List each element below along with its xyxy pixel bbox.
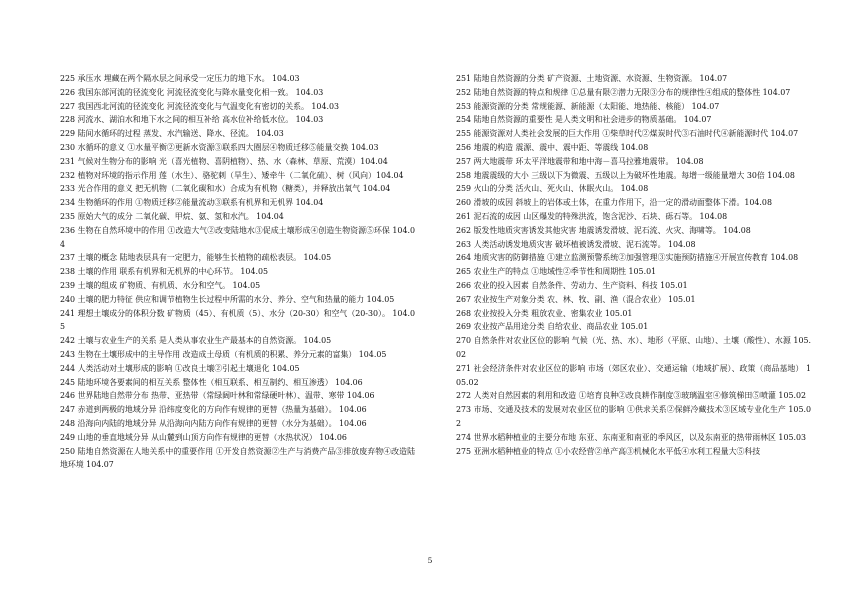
- term-entry: 249 山地的垂直地域分异 从山麓到山顶方向作有规律的更替（水热状况） 104.06: [60, 432, 347, 442]
- term-entry: 227 我国西北河流的径流变化 河流径流变化与气温变化有密切的关系。 104.03: [60, 101, 340, 111]
- term-entry: 238 土壤的作用 联系有机界和无机界的中心环节。 104.05: [60, 267, 269, 277]
- term-entry: 267 农业按生产对象分类 农、林、牧、副、渔（混合农业） 105.01: [456, 294, 696, 304]
- term-entry: 251 陆地自然资源的分类 矿产资源、土地资源、水资源、生物资源。 104.07: [456, 74, 728, 83]
- left-column: [60, 72, 415, 472]
- term-entry: 241 理想土壤成分的体积分数 矿物质（45）、有机质（5）、水分（20-30）和空气（20-30）。 104.05: [60, 308, 415, 332]
- term-entry: 269 农业按产品用途分类 自给农业、商品农业 105.01: [456, 322, 649, 332]
- term-entry: 250 陆地自然资源在人地关系中的重要作用 ①开发自然资源②生产与消费产品③排放废弃物④改造陆地环境 104.07: [60, 446, 415, 470]
- term-entry: 232 植物对环境的指示作用 莲（水生）、骆驼刺（旱生）、矮牵牛（二氧化硫）、树（风向）104.04: [60, 170, 404, 180]
- term-entry: 248 沿海向内陆的地域分异 从沿海向内陆方向作有规律的更替（水分为基础）。 104.06: [60, 418, 367, 428]
- term-entry: 246 世界陆地自然带分布 热带、亚热带（常绿阔叶林和常绿硬叶林）、温带、寒带 104.06: [60, 391, 375, 401]
- term-entry: 247 赤道到两极的地域分异 沿纬度变化的方向作有规律的更替（热量为基础）。 104.06: [60, 405, 367, 415]
- term-entry: 272 人类对自然因素的利用和改造 ①培育良种②改良耕作制度③玻璃温室④修筑梯田⑤喷灌 105.02: [456, 391, 807, 401]
- term-entry: 245 陆地环境各要素间的相互关系 整体性（相互联系、相互制约、相互渗透） 104.06: [60, 377, 363, 387]
- term-entry: 231 气候对生物分布的影响 光（喜光植物、喜阴植物）、热、水（森林、草原、荒漠）104.04: [60, 156, 388, 166]
- term-entry: 262 版发性地质灾害诱发其他灾害 地震诱发滑坡、泥石流、火灾、海啸等。 104.08: [456, 225, 751, 235]
- term-entry: 236 生物在自然环境中的作用 ①改造大气②改变陆地水③促成土壤形成④创造生物资源⑤环保 104.04: [60, 225, 415, 249]
- term-entry: 233 光合作用的意义 把无机物（二氧化碳和水）合成为有机物（糖类），并释放出氧气 104.04: [60, 184, 391, 194]
- term-entry: 274 世界水稻种植业的主要分布地 东亚、东南亚和南亚的季风区，以及东南亚的热带雨林区 105.03: [456, 432, 807, 442]
- term-entry: 258 地震震级的大小 三级以下为微震、五级以上为破坏性地震。每增一级能量增大 30倍 104.08: [456, 170, 795, 180]
- term-entry: 266 农业的投入因素 自然条件、劳动力、生产资料、科技 105.01: [456, 280, 688, 290]
- term-entry: 237 土壤的概念 陆地表层具有一定肥力，能够生长植物的疏松表层。 104.05: [60, 253, 332, 263]
- term-entry: 243 生物在土壤形成中的主导作用 改造成土母质（有机质的积累、养分元素的富集） 104.05: [60, 349, 387, 359]
- term-entry: 244 人类活动对土壤形成的影响 ①改良土壤②引起土壤退化 104.05: [60, 363, 300, 373]
- term-entry: 264 地质灾害的防御措施 ①建立监测预警系统②加强管理③实施预防措施④开展宣传教育 104.08: [456, 253, 799, 263]
- term-entry: 259 火山的分类 活火山、死火山、休眠火山。 104.08: [456, 184, 649, 194]
- term-entry: 261 泥石流的成因 山区爆发的特殊洪流，饱含泥沙、石块、砾石等。 104.08: [456, 211, 728, 221]
- term-entry: 275 亚洲水稻种植业的特点 ①小农经营②单产高③机械化水平低④水利工程量大⑤科技: [456, 446, 761, 456]
- page-number: 5: [427, 556, 433, 565]
- term-entry: 256 地震的构造 震源、震中、震中距、等震线 104.08: [456, 142, 649, 152]
- term-entry: 263 人类活动诱发地质灾害 破坏植被诱发滑坡、泥石流等。 104.08: [456, 239, 696, 249]
- term-entry: 229 陆间水循环的过程 蒸发、水汽输送、降水、径流。 104.03: [60, 129, 284, 139]
- term-entry: 265 农业生产的特点 ①地域性②季节性和周期性 105.01: [456, 267, 657, 277]
- term-entry: 225 承压水 埋藏在两个隔水层之间承受一定压力的地下水。 104.03: [60, 74, 300, 83]
- term-entry: 270 自然条件对农业区位的影响 气候（光、热、水）、地形（平原、山地）、土壤（酸性）、水源 105.02: [456, 336, 811, 359]
- term-entry: 228 河流水、湖泊水和地下水之间的相互补给 高水位补给低水位。 104.03: [60, 115, 324, 125]
- term-entry: 235 原始大气的成分 二氧化碳、甲烷、氨、氢和水汽。 104.04: [60, 211, 284, 221]
- term-entry: 257 两大地震带 环太平洋地震带和地中海－喜马拉雅地震带。 104.08: [456, 156, 704, 166]
- term-entry: 255 能源资源对人类社会发展的巨大作用 ①柴草时代②煤炭时代③石油时代④新能源时代 104.07: [456, 129, 799, 139]
- term-entry: 239 土壤的组成 矿物质、有机质、水分和空气。 104.05: [60, 280, 261, 290]
- term-entry: 252 陆地自然资源的特点和规律 ①总量有限②潜力无限③分布的规律性④组成的整体性 104.07: [456, 87, 791, 97]
- term-entry: 271 社会经济条件对农业区位的影响 市场（郊区农业）、交通运输（地域扩展）、政策（商品基地） 105.02: [456, 363, 811, 387]
- term-entry: 273 市场、交通及技术的发展对农业区位的影响 ①供求关系②保鲜冷藏技术③区域专业化生产 105.02: [456, 405, 811, 428]
- term-entry: 253 能源资源的分类 常规能源、新能源（太阳能、地热能、核能） 104.07: [456, 101, 720, 111]
- term-entry: 230 水循环的意义 ①水量平衡②更新水资源③联系四大圈层④物质迁移⑤能量交换 104.03: [60, 142, 379, 152]
- term-entry: 254 陆地自然资源的重要性 是人类文明和社会进步的物质基础。 104.07: [456, 115, 712, 125]
- term-entry: 240 土壤的肥力特征 供应和调节植物生长过程中所需的水分、养分、空气和热量的能力 104.05: [60, 294, 395, 304]
- term-entry: 260 滑坡的成因 斜坡上的岩体或土体，在重力作用下，沿一定的滑动面整体下滑。104.08: [456, 198, 772, 208]
- right-column: [456, 72, 811, 458]
- term-entry: 242 土壤与农业生产的关系 是人类从事农业生产最基本的自然资源。 104.05: [60, 336, 332, 346]
- term-entry: 234 生物循环的作用 ①物质迁移②能量流动③联系有机界和无机界 104.04: [60, 198, 324, 208]
- term-entry: 226 我国东部河流的径流变化 河流径流变化与降水量变化相一致。 104.03: [60, 87, 324, 97]
- term-entry: 268 农业按投入分类 粗放农业、密集农业 105.01: [456, 308, 633, 318]
